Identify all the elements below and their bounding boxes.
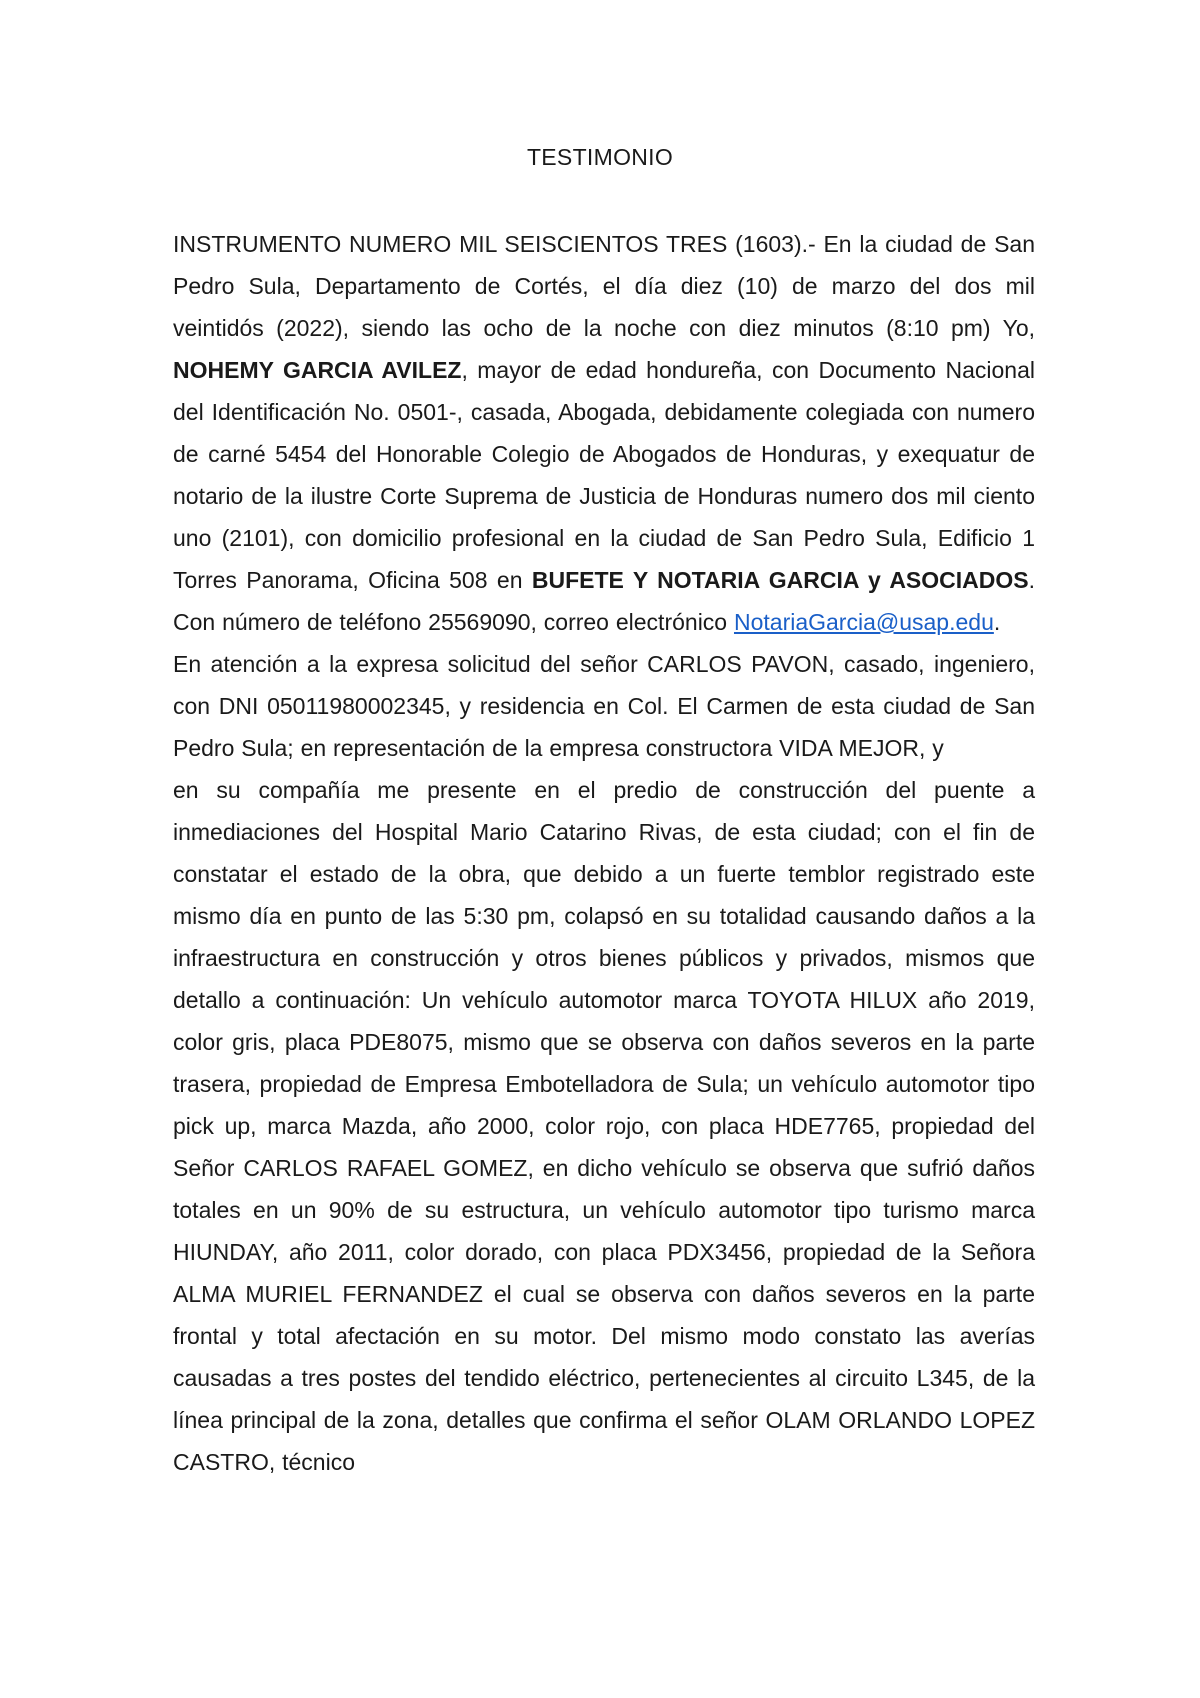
paragraph-text: . Con número de teléfono 25569090, correo electrónico [173,567,1035,635]
paragraph-request: En atención a la expresa solicitud del señor CARLOS PAVON, casado, ingeniero, con DNI 05011980002345, y residencia en Col. El Carmen de esta ciudad de San Pedro Sula; en representación de la empresa constructora VIDA MEJOR, y [173,651,1035,761]
document-body [173,223,1035,1483]
firm-name: BUFETE Y NOTARIA GARCIA y ASOCIADOS [531,567,1029,593]
paragraph-text: . [993,609,1001,635]
notary-name: NOHEMY GARCIA AVILEZ [173,357,462,383]
paragraph-inspection: en su compañía me presente en el predio de construcción del puente a inmediaciones del Hospital Mario Catarino Rivas, de esta ciudad; con el fin de constatar el estado de la obra, que debido a un fuerte temblor registrado este mismo día en punto de las 5:30 pm, colapsó en su totalidad causando daños a la infraestructura en construcción y otros bienes públicos y privados, mismos que detallo a continuación: Un vehículo automotor marca TOYOTA HILUX año 2019, color gris, placa PDE8075, mismo que se observa con daños severos en la parte trasera, propiedad de Empresa Embotelladora de Sula; un vehículo automotor tipo pick up, marca Mazda, año 2000, color rojo, con placa HDE7765, propiedad del Señor CARLOS RAFAEL GOMEZ, en dicho vehículo se observa que sufrió daños totales en un 90% de su estructura, un vehículo automotor tipo turismo marca HIUNDAY, año 2011, color dorado, con placa PDX3456, propiedad de la Señora ALMA MURIEL FERNANDEZ el cual se observa con daños severos en la parte frontal y total afectación en su motor. Del mismo modo constato las averías causadas a tres postes del tendido eléctrico, pertenecientes al circuito L345, de la línea principal de la zona, detalles que confirma el señor OLAM ORLANDO LOPEZ CASTRO, técnico [173,777,1035,1475]
paragraph-text: INSTRUMENTO NUMERO MIL SEISCIENTOS TRES (1603).- En la ciudad de San Pedro Sula, Departamento de Cortés, el día diez (10) de marzo del dos mil veintidós (2022), siendo las ocho de la noche con diez minutos (8:10 pm) Yo, [173,231,1035,341]
email-link[interactable]: NotariaGarcia@usap.edu [733,609,994,635]
paragraph-instrument [173,223,1035,643]
document-title: TESTIMONIO [526,144,674,170]
paragraph-text: , mayor de edad hondureña, con Documento Nacional del Identificación No. 0501-, casada, Abogada, debidamente colegiada con numero de carné 5454 del Honorable Colegio de Abogados de Honduras, y exequatur de notario de la ilustre Corte Suprema de Justicia de Honduras numero dos mil ciento uno (2101), con domicilio profesional en la ciudad de San Pedro Sula, Edificio 1 Torres Panorama, Oficina 508 en [173,357,1035,593]
